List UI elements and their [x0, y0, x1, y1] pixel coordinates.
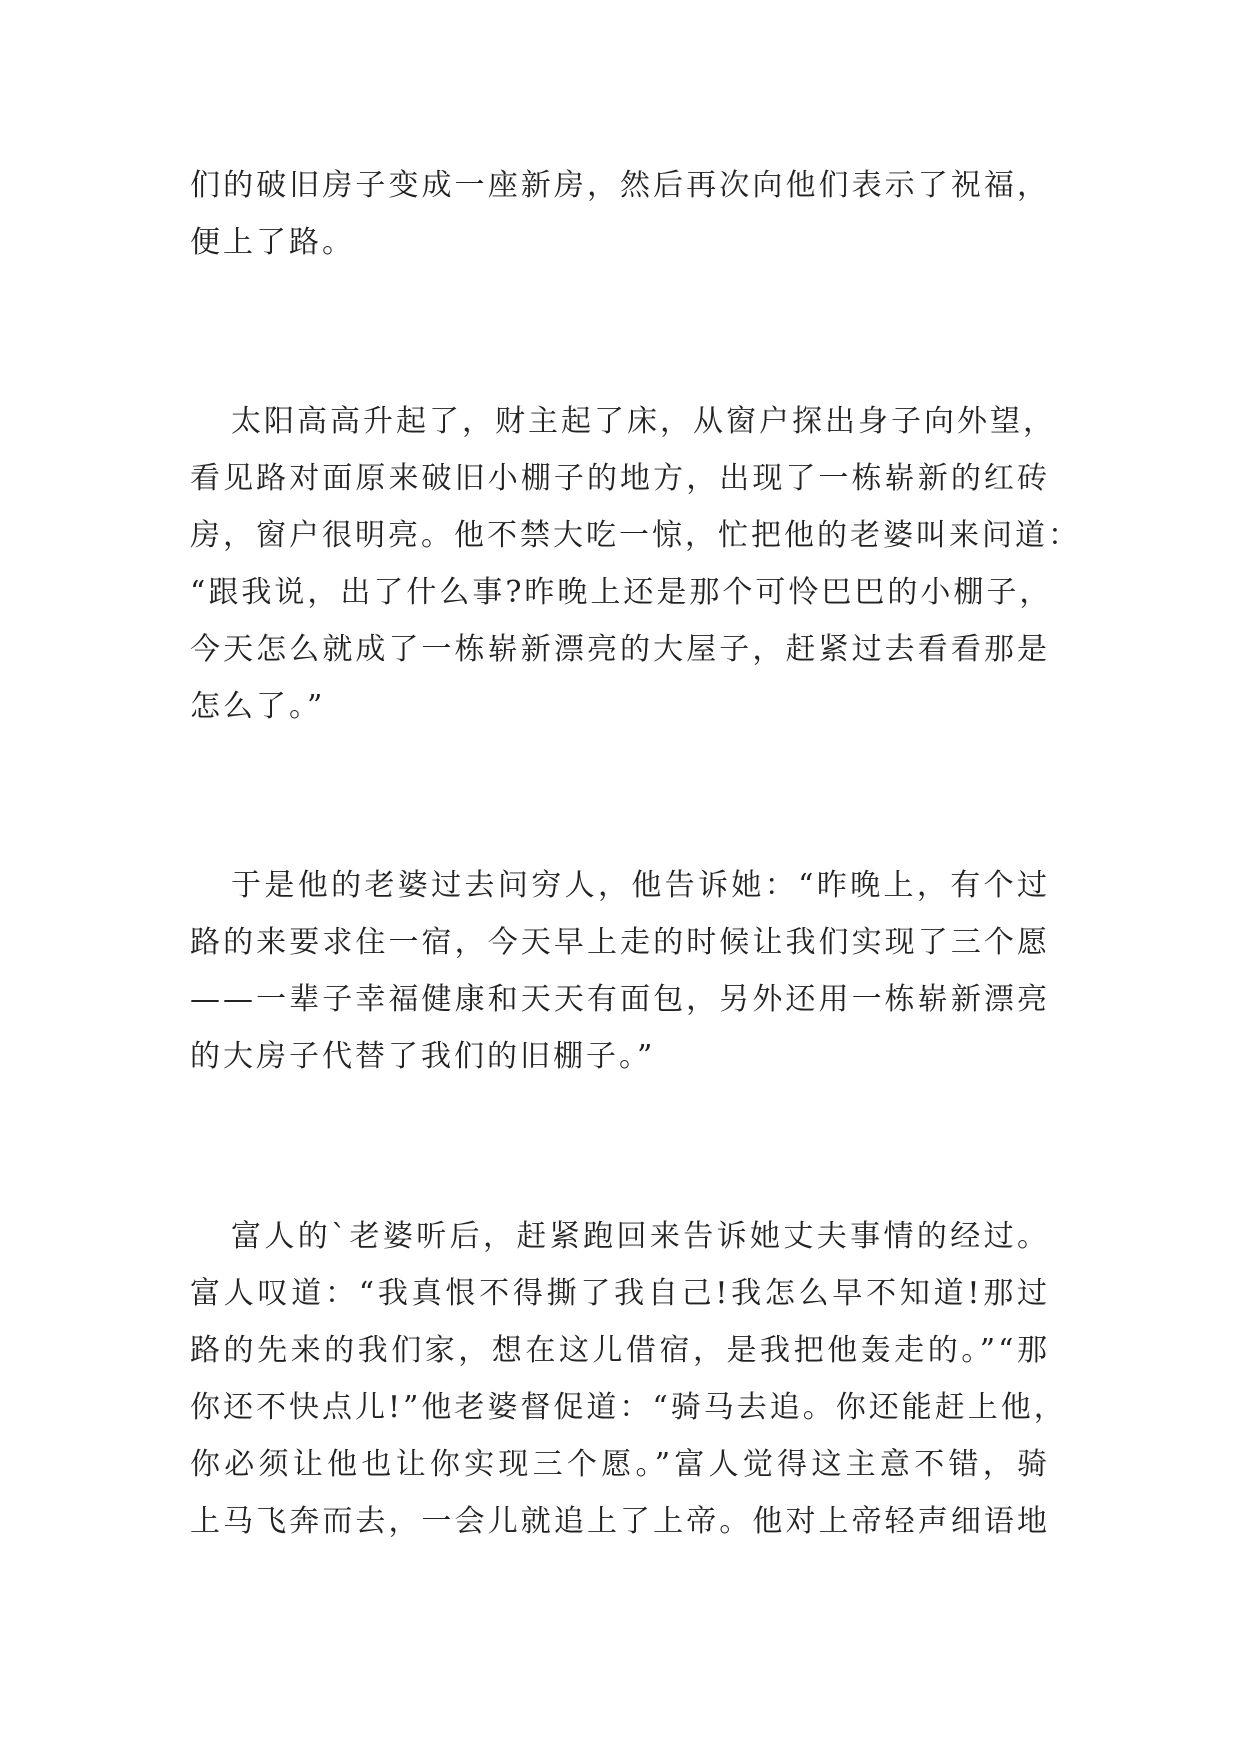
text-line: 路的来要求住一宿，今天早上走的时候让我们实现了三个愿 — [190, 925, 1050, 960]
text-line: 你还不快点儿!”他老婆督促道：“骑马去追。你还能赶上他， — [190, 1390, 1067, 1425]
paragraph-3 — [190, 857, 1050, 1085]
text-line: 上马飞奔而去，一会儿就追上了上帝。他对上帝轻声细语地 — [190, 1504, 1050, 1539]
text-line: 的大房子代替了我们的旧棚子。” — [190, 1039, 656, 1074]
text-line: 怎么了。” — [190, 689, 326, 724]
text-line: 太阳高高升起了，财主起了床，从窗户探出身子向外望， — [231, 404, 1056, 439]
text-line: 们的破旧房子变成一座新房，然后再次向他们表示了祝福， — [190, 168, 1050, 203]
text-line: 你必须让他也让你实现三个愿。”富人觉得这主意不错，骑 — [190, 1447, 1050, 1482]
text-line: 看见路对面原来破旧小棚子的地方，出现了一栋崭新的红砖 — [190, 461, 1050, 496]
text-line: 于是他的老婆过去问穷人，他告诉她：“昨晚上，有个过 — [231, 868, 1050, 903]
paragraph-2 — [190, 393, 1081, 735]
paragraph-4 — [190, 1208, 1067, 1550]
text-line: 便上了路。 — [190, 225, 355, 260]
text-line: 路的先来的我们家，想在这儿借宿，是我把他轰走的。”“那 — [190, 1333, 1050, 1368]
text-line: 今天怎么就成了一栋崭新漂亮的大屋子，赶紧过去看看那是 — [190, 632, 1050, 667]
text-line: 房，窗户很明亮。他不禁大吃一惊，忙把他的老婆叫来问道： — [190, 518, 1081, 553]
text-line: 富人叹道：“我真恨不得撕了我自己!我怎么早不知道!那过 — [190, 1276, 1050, 1311]
text-line: “跟我说，出了什么事?昨晚上还是那个可怜巴巴的小棚子， — [190, 575, 1053, 610]
text-line: 富人的`老婆听后，赶紧跑回来告诉她丈夫事情的经过。 — [231, 1219, 1050, 1254]
paragraph-1 — [190, 157, 1050, 271]
text-line: ——一辈子幸福健康和天天有面包，另外还用一栋崭新漂亮 — [190, 982, 1050, 1017]
